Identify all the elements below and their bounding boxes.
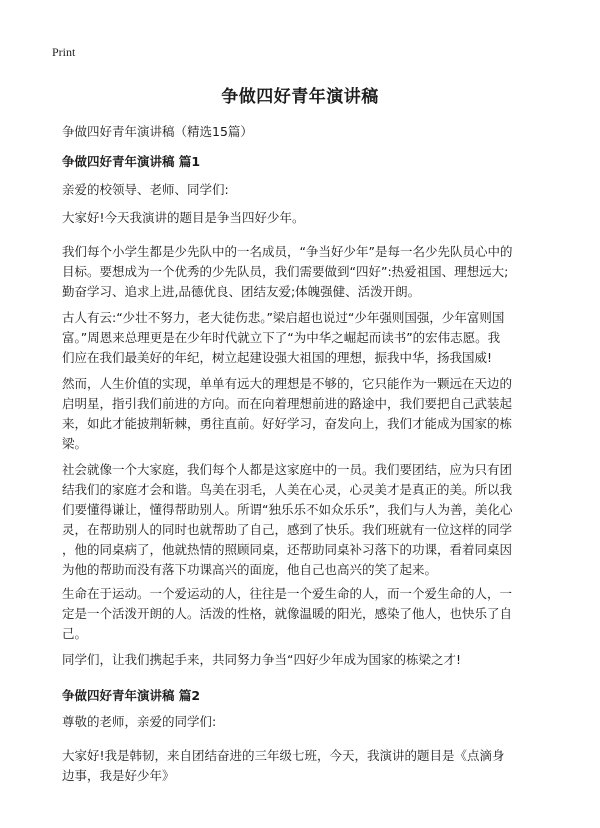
text-line: 生命在于运动。一个爱运动的人，往往是一个爱生命的人，而一个爱生命的人，一 [62, 586, 513, 601]
section-heading-2: 争做四好青年演讲稿 篇2 [62, 688, 201, 703]
text-line: 我们每个小学生都是少先队中的一名成员，“争当好少年”是每一名少先队员心中的 [62, 244, 513, 259]
greeting-2 [62, 712, 540, 732]
text-line: 灵，在帮助别人的同时也就帮助了自己，感到了快乐。我们班就有一位这样的同学 [62, 522, 513, 537]
paragraph [62, 584, 540, 644]
text-line: 启明星，指引我们前进的方向。而在向着理想前进的路途中，我们要把自己武装起 [62, 396, 513, 411]
text-line: 大家好!今天我演讲的题目是争当四好少年。 [62, 210, 305, 225]
text-line: 己。 [62, 626, 88, 641]
text-line: 结我们的家庭才会和谐。鸟美在羽毛，人美在心灵，心灵美才是真正的美。所以我 [62, 482, 513, 497]
text-line: 亲爱的校领导、老师、同学们: [62, 182, 229, 197]
text-line: 同学们，让我们携起手来，共同努力争当“四好少年成为国家的栋梁之才! [62, 652, 461, 667]
text-line: 们应在我们最美好的年纪，树立起建设强大祖国的理想，振我中华，扬我国威! [62, 350, 493, 365]
text-line: 勤奋学习、追求上进,品德优良、团结友爱;体魄强健、活泼开朗。 [62, 284, 421, 299]
paragraph [62, 242, 540, 302]
page-title: 争做四好青年演讲稿 [221, 87, 379, 107]
text-line: 目标。要想成为一个优秀的少先队员，我们需要做到“四好”:热爱祖国、理想远大; [62, 264, 509, 279]
text-line: 梁。 [62, 436, 88, 451]
document-subtitle: 争做四好青年演讲稿（精选15篇） [62, 124, 253, 139]
paragraph [62, 746, 540, 786]
print-link[interactable]: Print [52, 45, 76, 59]
paragraph [62, 208, 540, 228]
text-line: 大家好!我是韩韧，来自团结奋进的三年级七班，今天，我演讲的题目是《点滴身 [62, 748, 505, 763]
text-line: 来，如此才能披荆斩棘，勇往直前。好好学习，奋发向上，我们才能成为国家的栋 [62, 416, 513, 431]
text-line: 富。”周恩来总理更是在少年时代就立下了“为中华之崛起而读书”的宏伟志愿。我 [62, 330, 501, 345]
paragraph [62, 650, 540, 670]
text-line: 边事，我是好少年》 [62, 768, 175, 783]
text-line: 古人有云:“少壮不努力，老大徒伤悲。”梁启超也说过“少年强则国强，少年富则国 [62, 310, 505, 325]
paragraph [62, 374, 540, 454]
greeting-1 [62, 180, 540, 200]
text-line: 们要懂得谦让，懂得帮助别人。所谓“独乐乐不如众乐乐”，我们与人为善，美化心 [62, 502, 513, 517]
text-line: 社会就像一个大家庭，我们每个人都是这家庭中的一员。我们要团结，应为只有团 [62, 462, 513, 477]
text-line: 为他的帮助而没有落下功课高兴的面庞，他自己也高兴的笑了起来。 [62, 562, 438, 577]
section-heading-1: 争做四好青年演讲稿 篇1 [62, 154, 201, 169]
text-line: ，他的同桌病了，他就热情的照顾同桌，还帮助同桌补习落下的功课，看着同桌因 [62, 542, 513, 557]
paragraph [62, 308, 540, 368]
text-line: 然而，人生价值的实现，单单有远大的理想是不够的，它只能作为一颗远在天边的 [62, 376, 513, 391]
text-line: 尊敬的老师，亲爱的同学们: [62, 714, 217, 729]
text-line: 定是一个活泼开朗的人。活泼的性格，就像温暖的阳光，感染了他人，也快乐了自 [62, 606, 513, 621]
paragraph [62, 460, 540, 580]
